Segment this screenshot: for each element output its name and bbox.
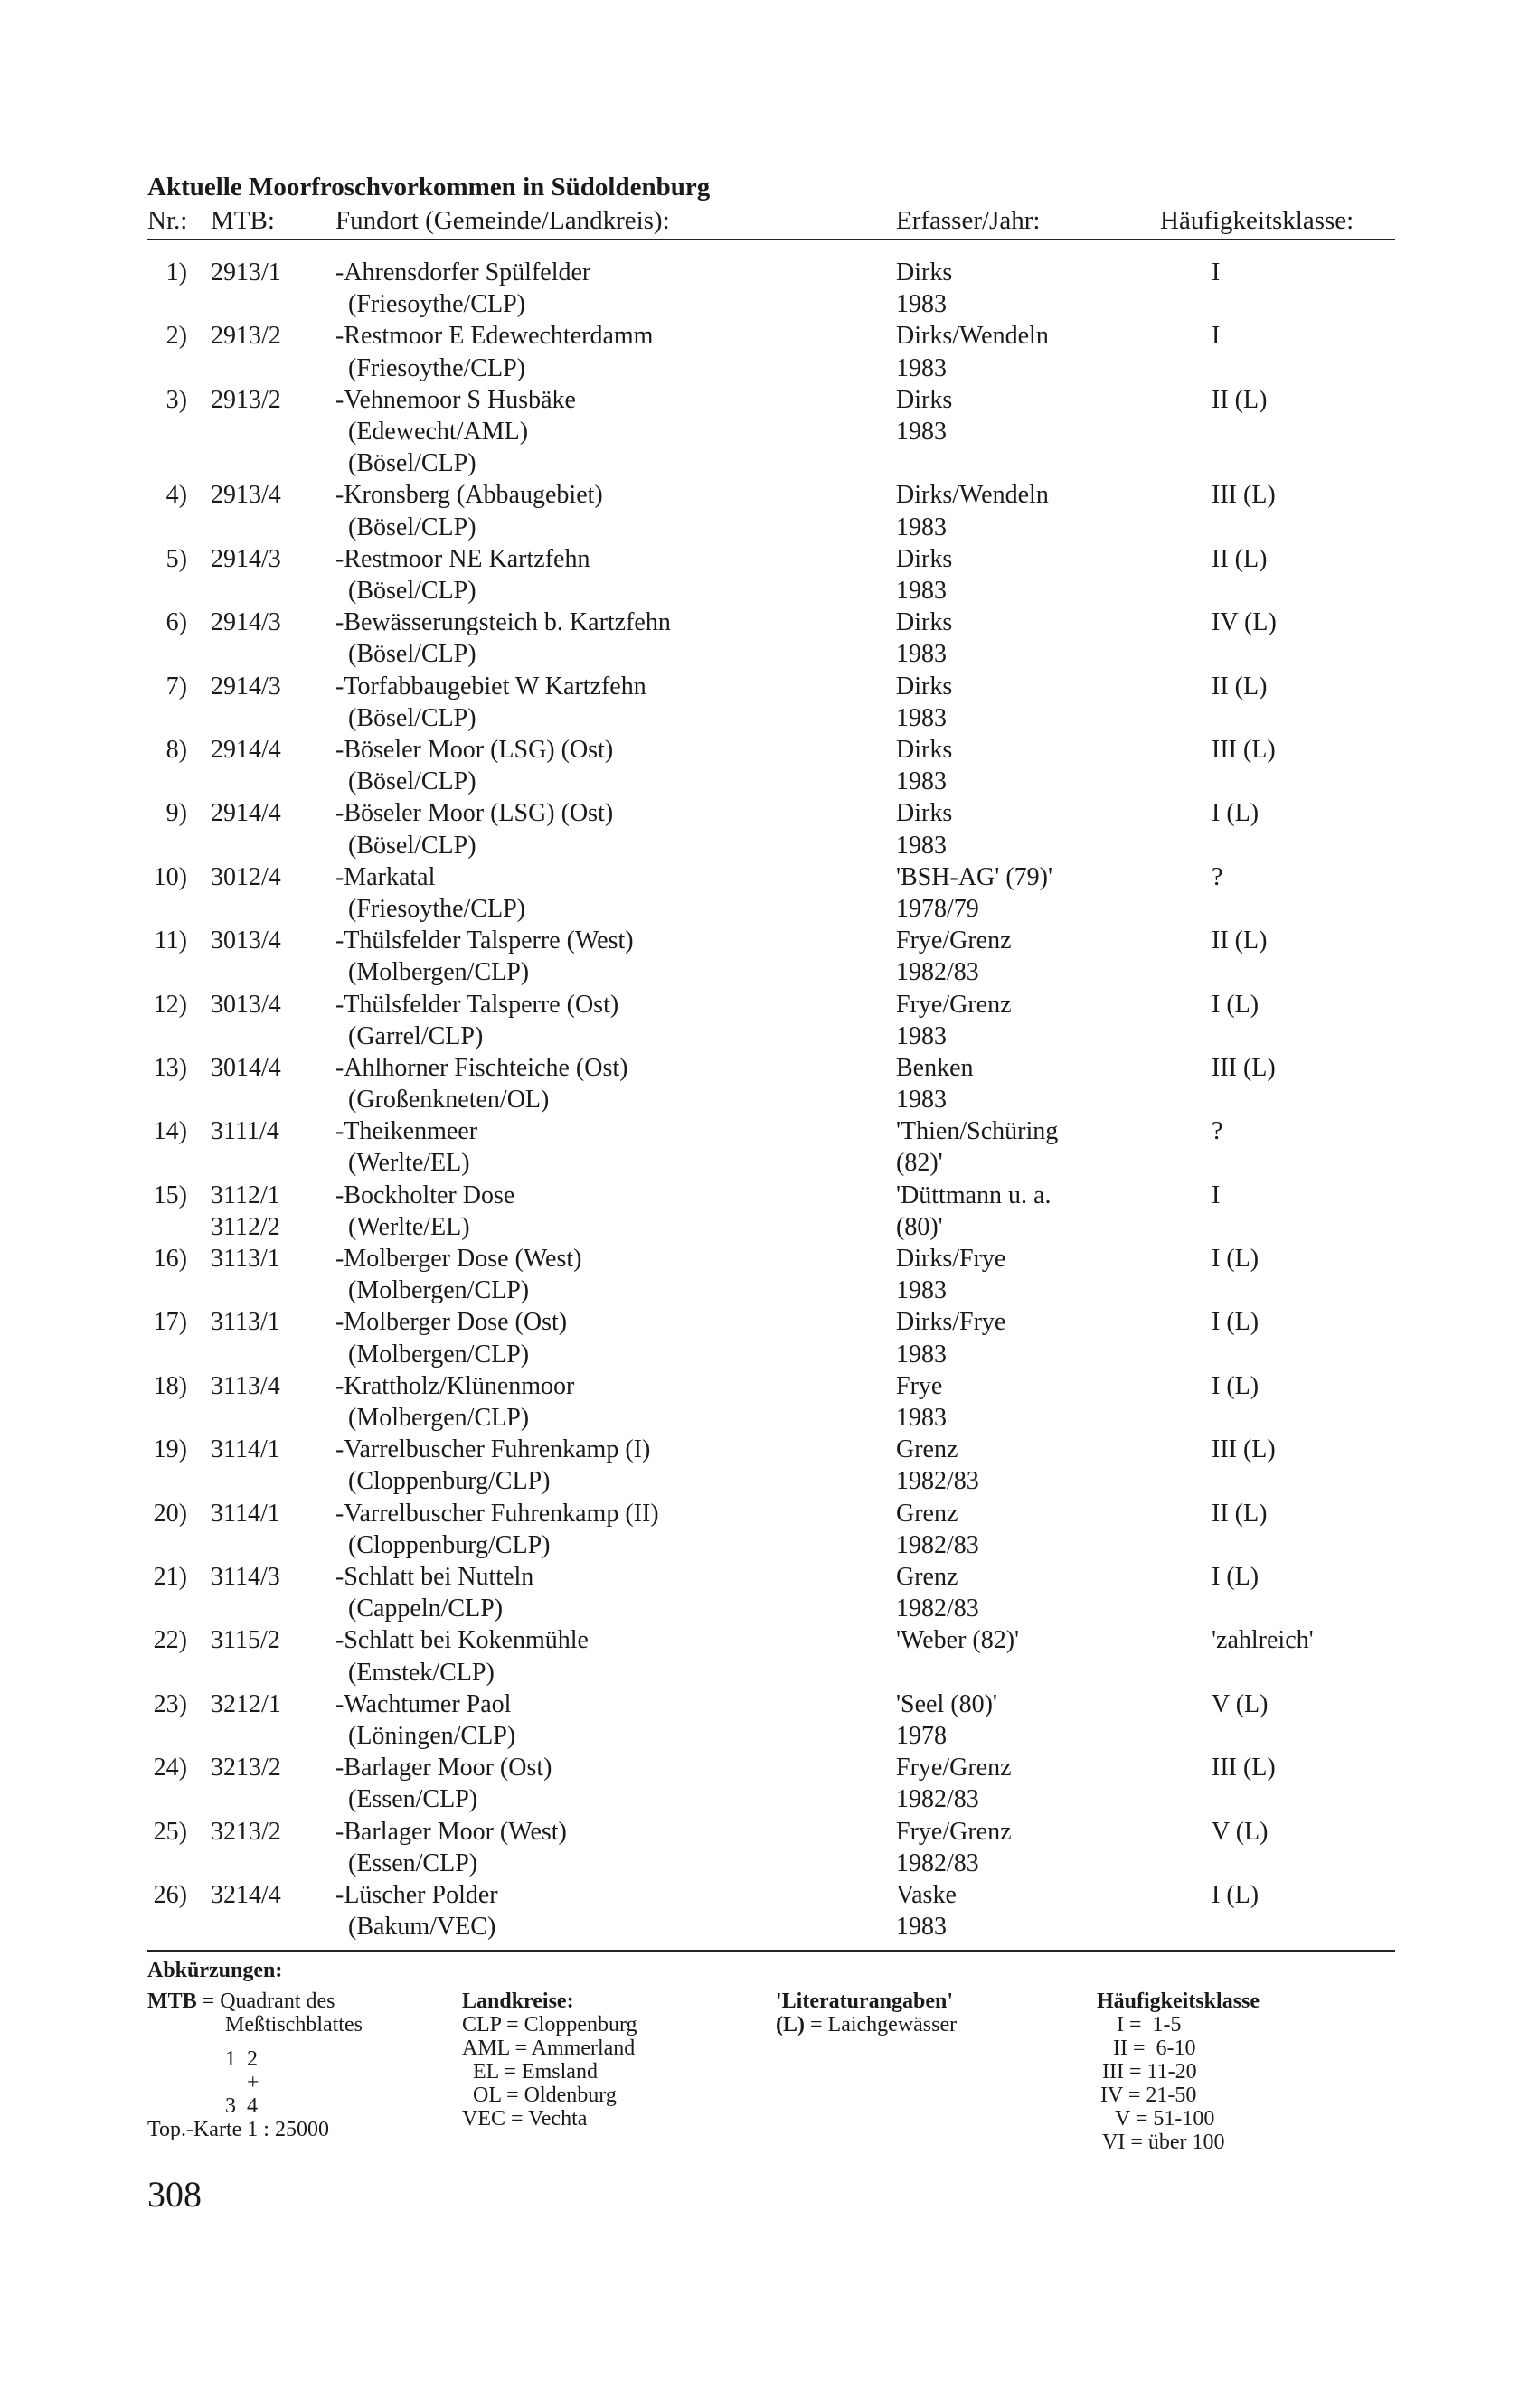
table-title: Aktuelle Moorfroschvorkommen in Südoldenburg <box>147 173 711 202</box>
table-row <box>147 1816 1395 1879</box>
row-number: 2) <box>165 322 187 351</box>
jahr-cell: 1978/79 <box>896 894 979 923</box>
table-row <box>147 1752 1395 1815</box>
fundort-cell: -Krattholz/Klünenmoor <box>335 1371 575 1400</box>
mtb-cell: 3113/1 <box>211 1245 280 1274</box>
landkreis-line: AML = Ammerland <box>462 2036 636 2061</box>
jahr-cell: 1983 <box>896 513 947 541</box>
row-number: 10) <box>153 862 187 891</box>
jahr-cell: 1983 <box>896 1086 947 1115</box>
jahr-cell: 1982/83 <box>896 1785 979 1814</box>
mtb-cell: 3013/4 <box>211 927 281 955</box>
table-row <box>147 1561 1395 1624</box>
jahr-cell: 1982/83 <box>896 1848 979 1877</box>
row-number: 4) <box>165 481 187 510</box>
mtb-cell: 2914/4 <box>211 799 281 828</box>
fundort-cell: -Varrelbuscher Fuhrenkamp (II) <box>335 1499 659 1528</box>
haeufigkeit-cell: I (L) <box>1212 990 1260 1019</box>
fundort-cell: -Barlager Moor (West) <box>335 1817 567 1846</box>
row-number: 14) <box>153 1117 187 1146</box>
row-number: 13) <box>153 1053 187 1082</box>
erfasser-cell: Frye/Grenz <box>896 1754 1012 1782</box>
jahr-cell: 1983 <box>896 831 947 860</box>
fundort-cell: -Restmoor E Edewechterdamm <box>335 322 654 351</box>
row-number: 1) <box>165 259 187 287</box>
table-row <box>147 607 1395 670</box>
haeufigkeit-cell: I (L) <box>1212 1880 1260 1909</box>
mtb-cell: 3114/3 <box>211 1563 280 1592</box>
table-row <box>147 320 1395 383</box>
haeufigkeit-cell: 'zahlreich' <box>1212 1626 1314 1655</box>
row-number: 6) <box>165 608 187 637</box>
jahr-cell: 1983 <box>896 1404 947 1433</box>
header-rule <box>147 239 1395 240</box>
abbreviations-heading: Abkürzungen: <box>147 1959 283 1983</box>
jahr-cell: 1978 <box>896 1721 947 1750</box>
gemeinde-cell: (Molbergen/CLP) <box>348 1340 530 1369</box>
mtb-cell: 3214/4 <box>211 1880 281 1909</box>
haeufigkeit-cell: III (L) <box>1212 481 1276 510</box>
laich-value: = Laichgewässer <box>805 2013 958 2037</box>
row-number: 5) <box>165 544 187 573</box>
erfasser-cell: Dirks <box>896 259 953 287</box>
erfasser-cell: Dirks <box>896 544 953 573</box>
mtb-cell: 3213/2 <box>211 1817 281 1846</box>
jahr-cell: 1983 <box>896 1913 947 1942</box>
fundort-cell: -Theikenmeer <box>335 1117 478 1146</box>
jahr-cell: 1982/83 <box>896 1530 979 1559</box>
haeufigkeit-cell: II (L) <box>1212 672 1268 701</box>
haeufigkeit-cell: V (L) <box>1212 1817 1269 1846</box>
mtb-cell: 3014/4 <box>211 1053 281 1082</box>
haeufigkeit-cell: II (L) <box>1212 927 1268 955</box>
mtb-cell: 3013/4 <box>211 990 281 1019</box>
erfasser-cell: Dirks <box>896 672 953 701</box>
row-number: 24) <box>153 1754 187 1782</box>
gemeinde-cell: (Molbergen/CLP) <box>348 958 530 987</box>
gemeinde-cell: (Cloppenburg/CLP) <box>348 1467 551 1496</box>
erfasser-cell: Grenz <box>896 1499 958 1528</box>
mtb-cell: 3114/1 <box>211 1435 280 1464</box>
table-row <box>147 1688 1395 1752</box>
legend-landkreise <box>462 1989 637 2131</box>
header-haeufigkeit: Häufigkeitsklasse: <box>1160 206 1354 235</box>
header-mtb: MTB: <box>211 206 275 235</box>
gemeinde-cell: (Bösel/CLP) <box>348 449 476 478</box>
quadrant-bottom: 3 4 <box>225 2094 258 2119</box>
fundort-cell: -Bockholter Dose <box>335 1180 515 1209</box>
erfasser-cell: Benken <box>896 1053 974 1082</box>
erfasser-cell: 'BSH-AG' (79)' <box>896 862 1053 891</box>
fundort-cell: -Markatal <box>335 862 436 891</box>
header-erfasser: Erfasser/Jahr: <box>896 206 1041 235</box>
klasse-heading: Häufigkeitsklasse <box>1097 1989 1260 2014</box>
document-page <box>147 172 1395 2159</box>
jahr-cell: (80)' <box>896 1212 943 1241</box>
klasse-line: V = 51-100 <box>1115 2107 1215 2131</box>
gemeinde-cell: (Friesoythe/CLP) <box>348 894 525 923</box>
jahr-cell: 1983 <box>896 353 947 382</box>
mtb-cell: 3114/1 <box>211 1499 280 1528</box>
row-number: 23) <box>153 1689 187 1718</box>
fundort-cell: -Torfabbaugebiet W Kartzfehn <box>335 672 646 701</box>
erfasser-cell: 'Düttmann u. a. <box>896 1180 1052 1209</box>
gemeinde-cell: (Bösel/CLP) <box>348 513 476 541</box>
table-header <box>147 202 1395 239</box>
haeufigkeit-cell: III (L) <box>1212 1053 1276 1082</box>
legend-mtb <box>147 1989 363 2141</box>
jahr-cell: 1983 <box>896 576 947 605</box>
gemeinde-cell: (Werlte/EL) <box>348 1149 470 1178</box>
fundort-cell: -Lüscher Polder <box>335 1880 498 1909</box>
fundort-cell: -Bewässerungsteich b. Kartzfehn <box>335 608 671 637</box>
gemeinde-cell: (Werlte/EL) <box>348 1212 470 1241</box>
erfasser-cell: Frye/Grenz <box>896 1817 1012 1846</box>
fundort-cell: -Ahlhorner Fischteiche (Ost) <box>335 1053 628 1082</box>
table-row <box>147 479 1395 542</box>
fundort-cell: -Schlatt bei Nutteln <box>335 1563 534 1592</box>
haeufigkeit-cell: III (L) <box>1212 1754 1276 1782</box>
table-row <box>147 1434 1395 1497</box>
table-row <box>147 1243 1395 1306</box>
erfasser-cell: Dirks <box>896 735 953 764</box>
table-row <box>147 925 1395 988</box>
erfasser-cell: Dirks/Wendeln <box>896 322 1049 351</box>
gemeinde-cell: (Bösel/CLP) <box>348 831 476 860</box>
row-number: 16) <box>153 1245 187 1274</box>
row-number: 21) <box>153 1563 187 1592</box>
table-row <box>147 543 1395 607</box>
row-number: 9) <box>165 799 187 828</box>
haeufigkeit-cell: I <box>1212 1180 1221 1209</box>
fundort-cell: -Barlager Moor (Ost) <box>335 1754 552 1782</box>
gemeinde-cell: (Garrel/CLP) <box>348 1021 484 1050</box>
gemeinde-cell: (Bakum/VEC) <box>348 1913 496 1942</box>
haeufigkeit-cell: I <box>1212 259 1221 287</box>
gemeinde-cell: (Essen/CLP) <box>348 1785 478 1814</box>
gemeinde-cell: (Cloppenburg/CLP) <box>348 1530 551 1559</box>
landkreise-heading: Landkreise: <box>462 1989 574 2014</box>
haeufigkeit-cell: ? <box>1212 862 1223 891</box>
erfasser-cell: 'Thien/Schüring <box>896 1117 1059 1146</box>
mtb-line1: = Quadrant des <box>196 1989 335 2014</box>
fundort-cell: -Molberger Dose (West) <box>335 1245 582 1274</box>
klasse-line: III = 11-20 <box>1102 2060 1197 2084</box>
mtb-line2: Meßtischblattes <box>225 2013 363 2037</box>
gemeinde-cell: (Molbergen/CLP) <box>348 1404 530 1433</box>
table-row <box>147 1624 1395 1688</box>
quadrant-mid: + <box>247 2071 259 2095</box>
table-row <box>147 1180 1395 1243</box>
mtb-cell: 3113/4 <box>211 1371 280 1400</box>
mtb-cell: 2913/2 <box>211 385 281 414</box>
fundort-cell: -Wachtumer Paol <box>335 1689 512 1718</box>
gemeinde-cell: (Friesoythe/CLP) <box>348 290 525 319</box>
table-row <box>147 671 1395 734</box>
mtb-cell: 3113/1 <box>211 1308 280 1337</box>
gemeinde-cell: (Bösel/CLP) <box>348 703 476 732</box>
row-number: 18) <box>153 1371 187 1400</box>
gemeinde-cell: (Löningen/CLP) <box>348 1721 516 1750</box>
jahr-cell: 1983 <box>896 640 947 669</box>
erfasser-cell: Dirks <box>896 608 953 637</box>
mtb-cell: 2913/1 <box>211 259 281 287</box>
gemeinde-cell: (Cappeln/CLP) <box>348 1594 504 1623</box>
erfasser-cell: Dirks/Frye <box>896 1308 1006 1337</box>
gemeinde-cell: (Emstek/CLP) <box>348 1658 495 1687</box>
literatur-heading: 'Literaturangaben' <box>776 1989 953 2014</box>
gemeinde-cell: (Großenkneten/OL) <box>348 1086 550 1115</box>
haeufigkeit-cell: II (L) <box>1212 544 1268 573</box>
row-number: 8) <box>165 735 187 764</box>
gemeinde-cell: (Essen/CLP) <box>348 1848 478 1877</box>
mtb-cell: 3112/2 <box>211 1212 280 1241</box>
gemeinde-cell: (Edewecht/AML) <box>348 417 529 446</box>
erfasser-cell: Grenz <box>896 1435 958 1464</box>
fundort-cell: -Vehnemoor S Husbäke <box>335 385 576 414</box>
erfasser-cell: Dirks/Frye <box>896 1245 1006 1274</box>
fundort-cell: -Kronsberg (Abbaugebiet) <box>335 481 603 510</box>
occurrence-table <box>147 257 1395 1942</box>
gemeinde-cell: (Bösel/CLP) <box>348 576 476 605</box>
erfasser-cell: Dirks <box>896 385 953 414</box>
gemeinde-cell: (Bösel/CLP) <box>348 640 476 669</box>
gemeinde-cell: (Molbergen/CLP) <box>348 1276 530 1305</box>
haeufigkeit-cell: IV (L) <box>1212 608 1277 637</box>
jahr-cell: 1983 <box>896 767 947 796</box>
landkreis-line: EL = Emsland <box>473 2060 598 2084</box>
erfasser-cell: Vaske <box>896 1880 957 1909</box>
row-number: 22) <box>153 1626 187 1655</box>
haeufigkeit-cell: II (L) <box>1212 1499 1268 1528</box>
jahr-cell: (82)' <box>896 1149 943 1178</box>
laich-key: (L) <box>776 2013 805 2037</box>
klasse-line: I = 1-5 <box>1117 2013 1182 2037</box>
mtb-cell: 3111/4 <box>211 1117 279 1146</box>
jahr-cell: 1983 <box>896 703 947 732</box>
jahr-cell: 1982/83 <box>896 1467 979 1496</box>
row-number: 11) <box>154 927 187 955</box>
row-number: 7) <box>165 672 187 701</box>
fundort-cell: -Ahrensdorfer Spülfelder <box>335 259 591 287</box>
jahr-cell: 1983 <box>896 417 947 446</box>
mtb-cell: 3112/1 <box>211 1180 280 1209</box>
jahr-cell: 1983 <box>896 1021 947 1050</box>
page-number: 308 <box>147 2174 202 2215</box>
abbreviations-legend <box>147 1952 1395 2159</box>
haeufigkeit-cell: I (L) <box>1212 1308 1260 1337</box>
haeufigkeit-cell: I <box>1212 322 1221 351</box>
jahr-cell: 1982/83 <box>896 958 979 987</box>
table-row <box>147 734 1395 797</box>
erfasser-cell: Grenz <box>896 1563 958 1592</box>
erfasser-cell: Frye <box>896 1371 943 1400</box>
jahr-cell: 1983 <box>896 290 947 319</box>
fundort-cell: -Molberger Dose (Ost) <box>335 1308 568 1337</box>
mtb-cell: 2913/2 <box>211 322 281 351</box>
mtb-cell: 2914/4 <box>211 735 281 764</box>
row-number: 15) <box>153 1180 187 1209</box>
table-row <box>147 257 1395 320</box>
gemeinde-cell: (Bösel/CLP) <box>348 767 476 796</box>
haeufigkeit-cell: I (L) <box>1212 799 1260 828</box>
table-row <box>147 1052 1395 1115</box>
erfasser-cell: 'Seel (80)' <box>896 1689 997 1718</box>
row-number: 26) <box>153 1880 187 1909</box>
topo-scale: Top.-Karte 1 : 25000 <box>147 2118 329 2142</box>
haeufigkeit-cell: ? <box>1212 1117 1223 1146</box>
haeufigkeit-cell: III (L) <box>1212 1435 1276 1464</box>
table-row <box>147 797 1395 861</box>
haeufigkeit-cell: V (L) <box>1212 1689 1269 1718</box>
erfasser-cell: Dirks/Wendeln <box>896 481 1049 510</box>
gemeinde-cell: (Friesoythe/CLP) <box>348 353 525 382</box>
klasse-line: VI = über 100 <box>1102 2131 1225 2155</box>
table-row <box>147 1115 1395 1179</box>
erfasser-cell: Dirks <box>896 799 953 828</box>
mtb-cell: 2914/3 <box>211 544 281 573</box>
table-row <box>147 384 1395 480</box>
row-number: 3) <box>165 385 187 414</box>
quadrant-top: 1 2 <box>225 2047 258 2072</box>
table-row <box>147 1306 1395 1369</box>
fundort-cell: -Böseler Moor (LSG) (Ost) <box>335 735 614 764</box>
klasse-line: II = 6-10 <box>1113 2036 1196 2061</box>
fundort-cell: -Thülsfelder Talsperre (West) <box>335 927 634 955</box>
landkreis-line: CLP = Cloppenburg <box>462 2013 637 2037</box>
table-row <box>147 989 1395 1052</box>
mtb-cell: 3212/1 <box>211 1689 281 1718</box>
header-fundort: Fundort (Gemeinde/Landkreis): <box>335 206 670 235</box>
landkreis-line: VEC = Vechta <box>462 2107 588 2131</box>
mtb-cell: 2913/4 <box>211 481 281 510</box>
klasse-line: IV = 21-50 <box>1100 2083 1197 2108</box>
haeufigkeit-cell: I (L) <box>1212 1371 1260 1400</box>
table-row <box>147 1498 1395 1561</box>
jahr-cell: 1983 <box>896 1276 947 1305</box>
mtb-cell: 2914/3 <box>211 608 281 637</box>
haeufigkeit-cell: III (L) <box>1212 735 1276 764</box>
fundort-cell: -Schlatt bei Kokenmühle <box>335 1626 589 1655</box>
fundort-cell: -Varrelbuscher Fuhrenkamp (I) <box>335 1435 651 1464</box>
landkreis-line: OL = Oldenburg <box>473 2083 617 2108</box>
legend-literatur <box>776 1989 957 2036</box>
mtb-cell: 3213/2 <box>211 1754 281 1782</box>
mtb-cell: 3012/4 <box>211 862 281 891</box>
table-row <box>147 1879 1395 1942</box>
haeufigkeit-cell: I (L) <box>1212 1245 1260 1274</box>
legend-klasse <box>1097 1989 1260 2154</box>
fundort-cell: -Thülsfelder Talsperre (Ost) <box>335 990 619 1019</box>
erfasser-cell: 'Weber (82)' <box>896 1626 1020 1655</box>
mtb-cell: 2914/3 <box>211 672 281 701</box>
haeufigkeit-cell: I (L) <box>1212 1563 1260 1592</box>
row-number: 19) <box>153 1435 187 1464</box>
mtb-cell: 3115/2 <box>211 1626 280 1655</box>
table-row <box>147 861 1395 925</box>
erfasser-cell: Frye/Grenz <box>896 990 1012 1019</box>
header-nr: Nr.: <box>147 206 188 235</box>
jahr-cell: 1982/83 <box>896 1594 979 1623</box>
mtb-key: MTB <box>147 1989 197 2014</box>
row-number: 12) <box>153 990 187 1019</box>
row-number: 17) <box>153 1308 187 1337</box>
row-number: 20) <box>153 1499 187 1528</box>
erfasser-cell: Frye/Grenz <box>896 927 1012 955</box>
haeufigkeit-cell: II (L) <box>1212 385 1268 414</box>
table-row <box>147 1370 1395 1434</box>
fundort-cell: -Restmoor NE Kartzfehn <box>335 544 590 573</box>
fundort-cell: -Böseler Moor (LSG) (Ost) <box>335 799 614 828</box>
row-number: 25) <box>153 1817 187 1846</box>
jahr-cell: 1983 <box>896 1340 947 1369</box>
